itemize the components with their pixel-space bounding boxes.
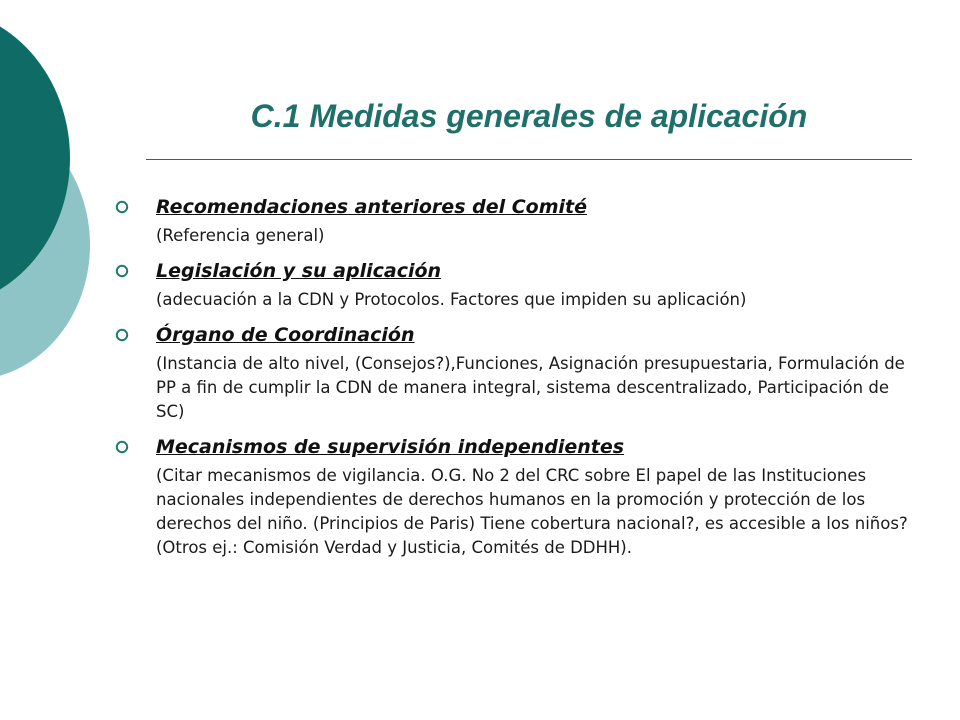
bullet-ring-icon bbox=[115, 328, 129, 342]
bullet-ring-icon bbox=[115, 200, 129, 214]
item-description: (Citar mecanismos de vigilancia. O.G. No 2 del CRC sobre El papel de las Instituciones nacionales independientes de derechos humanos en la promoción y protección de los derechos del niño. (Principios de Paris) Tiene cobertura nacional?, es accesible a los niños? (Otros ej.: Comisión Verdad y Justicia, Comités de DDHH). bbox=[156, 466, 908, 557]
item-description: (Instancia de alto nivel, (Consejos?),Funciones, Asignación presupuestaria, Formulación de PP a fin de cumplir la CDN de manera integral, sistema descentralizado, Participación de SC) bbox=[156, 354, 905, 421]
item-description: (adecuación a la CDN y Protocolos. Factores que impiden su aplicación) bbox=[156, 290, 747, 309]
bullet-ring-icon bbox=[115, 440, 129, 454]
list-item bbox=[104, 320, 916, 424]
item-description: (Referencia general) bbox=[156, 226, 325, 245]
list-item bbox=[104, 256, 916, 312]
item-heading: Recomendaciones anteriores del Comité bbox=[156, 196, 588, 218]
item-heading: Órgano de Coordinación bbox=[156, 324, 415, 346]
list-item bbox=[104, 432, 916, 560]
bullet-ring-icon bbox=[115, 264, 129, 278]
bullet-list bbox=[104, 192, 916, 568]
list-item bbox=[104, 192, 916, 248]
item-heading: Mecanismos de supervisión independientes bbox=[156, 436, 625, 458]
title-divider bbox=[146, 159, 912, 160]
item-heading: Legislación y su aplicación bbox=[156, 260, 442, 282]
slide-title: C.1 Medidas generales de aplicación bbox=[250, 98, 808, 134]
